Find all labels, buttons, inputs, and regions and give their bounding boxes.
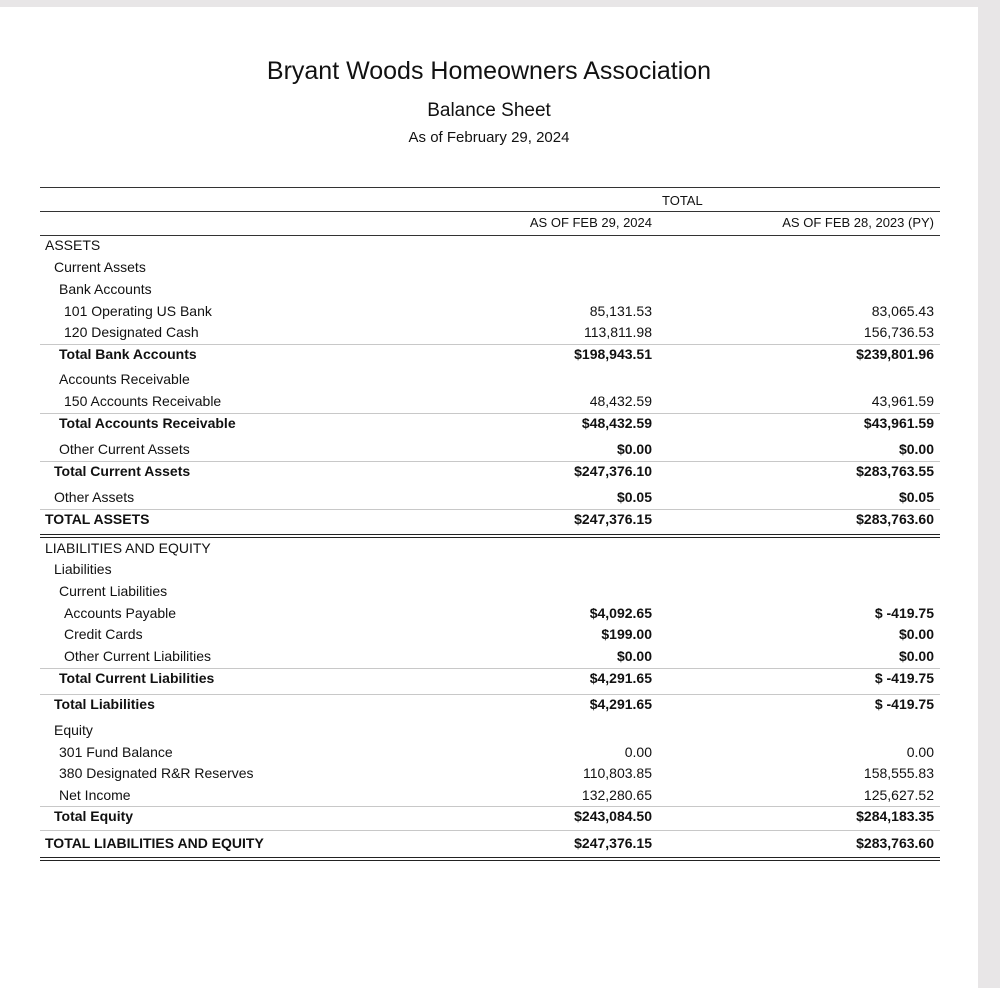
header-top-rule xyxy=(40,187,940,188)
value-prior: $239,801.96 xyxy=(856,346,934,362)
row-liabilities xyxy=(40,558,940,580)
row-label: 120 Designated Cash xyxy=(64,324,199,340)
value-current: $0.00 xyxy=(616,648,652,664)
value-prior: $283,763.55 xyxy=(856,463,934,479)
value-prior: $0.00 xyxy=(898,648,934,664)
value-current: $243,084.50 xyxy=(574,808,652,824)
row-label: Other Current Assets xyxy=(59,441,190,457)
report-page xyxy=(0,7,978,988)
value-prior: $0.00 xyxy=(898,441,934,457)
value-current: $4,291.65 xyxy=(589,696,652,712)
value-prior: $0.00 xyxy=(898,626,934,642)
row-total-current-assets xyxy=(40,460,940,482)
value-current: 85,131.53 xyxy=(589,303,652,319)
value-current: $0.05 xyxy=(616,489,652,505)
value-current: $198,943.51 xyxy=(574,346,652,362)
row-fund-balance xyxy=(40,741,940,763)
row-label: Total Current Assets xyxy=(54,463,191,479)
row-total-liabilities xyxy=(40,693,940,715)
value-current: 113,811.98 xyxy=(584,324,652,340)
value-current: $0.00 xyxy=(616,441,652,457)
value-prior: $ -419.75 xyxy=(874,670,934,686)
value-prior: $43,961.59 xyxy=(863,415,934,431)
row-label: Credit Cards xyxy=(64,626,143,642)
row-label: Liabilities xyxy=(54,561,112,577)
value-prior: 158,555.83 xyxy=(863,765,934,781)
row-credit-cards xyxy=(40,623,940,645)
value-prior: 156,736.53 xyxy=(863,324,934,340)
row-current-assets xyxy=(40,256,940,278)
row-current-liabilities xyxy=(40,580,940,602)
value-prior: $ -419.75 xyxy=(874,605,934,621)
row-rr-reserves xyxy=(40,762,940,784)
row-ar-150 xyxy=(40,390,940,412)
value-current: $4,092.65 xyxy=(589,605,652,621)
value-prior: $283,763.60 xyxy=(856,835,934,851)
value-current: 132,280.65 xyxy=(581,787,652,803)
row-label: LIABILITIES AND EQUITY xyxy=(45,540,211,556)
row-other-current-liabilities xyxy=(40,645,940,667)
value-current: $199.00 xyxy=(601,626,652,642)
row-equity xyxy=(40,719,940,741)
row-total-liabilities-and-equity xyxy=(40,832,940,854)
row-label: Other Assets xyxy=(54,489,135,505)
row-assets xyxy=(40,234,940,256)
row-bank-accounts xyxy=(40,278,940,300)
row-label: Total Current Liabilities xyxy=(59,670,215,686)
value-current: 0.00 xyxy=(624,744,652,760)
row-label: Current Liabilities xyxy=(59,583,168,599)
value-current: $48,432.59 xyxy=(581,415,652,431)
row-accounts-payable xyxy=(40,602,940,624)
value-prior: 83,065.43 xyxy=(871,303,934,319)
row-total-current-liabilities xyxy=(40,667,940,689)
column-header-current: AS OF FEB 29, 2024 xyxy=(529,215,652,230)
row-total-bank-accounts xyxy=(40,343,940,365)
column-header-prior: AS OF FEB 28, 2023 (PY) xyxy=(782,215,934,230)
report-date: As of February 29, 2024 xyxy=(408,129,570,146)
row-label: TOTAL LIABILITIES AND EQUITY xyxy=(45,835,264,851)
value-current: $247,376.15 xyxy=(574,511,652,527)
value-prior: 125,627.52 xyxy=(863,787,934,803)
company-name: Bryant Woods Homeowners Association xyxy=(266,57,712,85)
row-label: Current Assets xyxy=(54,259,146,275)
row-net-income xyxy=(40,784,940,806)
value-current: $4,291.65 xyxy=(589,670,652,686)
value-current: 48,432.59 xyxy=(589,393,652,409)
value-prior: 0.00 xyxy=(906,744,934,760)
row-label: Total Bank Accounts xyxy=(59,346,197,362)
row-label: 150 Accounts Receivable xyxy=(64,393,222,409)
row-label: Net Income xyxy=(59,787,131,803)
row-label: Accounts Payable xyxy=(64,605,177,621)
row-label: TOTAL ASSETS xyxy=(45,511,150,527)
row-label: Accounts Receivable xyxy=(59,371,190,387)
value-current: $247,376.15 xyxy=(574,835,652,851)
row-total-assets xyxy=(40,508,940,530)
row-other-current-assets xyxy=(40,438,940,460)
row-liabilities-and-equity xyxy=(40,537,940,559)
value-prior: 43,961.59 xyxy=(871,393,934,409)
value-current: $247,376.10 xyxy=(574,463,652,479)
row-accounts-receivable xyxy=(40,368,940,390)
row-operating-bank xyxy=(40,300,940,322)
row-label: Total Liabilities xyxy=(54,696,155,712)
row-label: 380 Designated R&R Reserves xyxy=(59,765,254,781)
value-prior: $283,763.60 xyxy=(856,511,934,527)
row-label: Bank Accounts xyxy=(59,281,152,297)
row-designated-cash xyxy=(40,321,940,343)
row-label: Other Current Liabilities xyxy=(64,648,212,664)
row-total-equity xyxy=(40,805,940,827)
row-total-accounts-receivable xyxy=(40,412,940,434)
value-prior: $284,183.35 xyxy=(856,808,934,824)
row-other-assets xyxy=(40,486,940,508)
row-label: Total Equity xyxy=(54,808,134,824)
row-divider xyxy=(40,830,940,831)
value-prior: $ -419.75 xyxy=(874,696,934,712)
value-prior: $0.05 xyxy=(898,489,934,505)
row-label: 101 Operating US Bank xyxy=(64,303,212,319)
row-label: 301 Fund Balance xyxy=(59,744,173,760)
grand-total-double-rule xyxy=(40,857,940,861)
row-label: ASSETS xyxy=(45,237,101,253)
row-label: Equity xyxy=(54,722,93,738)
value-current: 110,803.85 xyxy=(582,765,652,781)
header-mid-rule xyxy=(40,211,940,212)
report-title: Balance Sheet xyxy=(427,100,551,121)
column-group-header: TOTAL xyxy=(662,193,703,208)
row-label: Total Accounts Receivable xyxy=(59,415,236,431)
